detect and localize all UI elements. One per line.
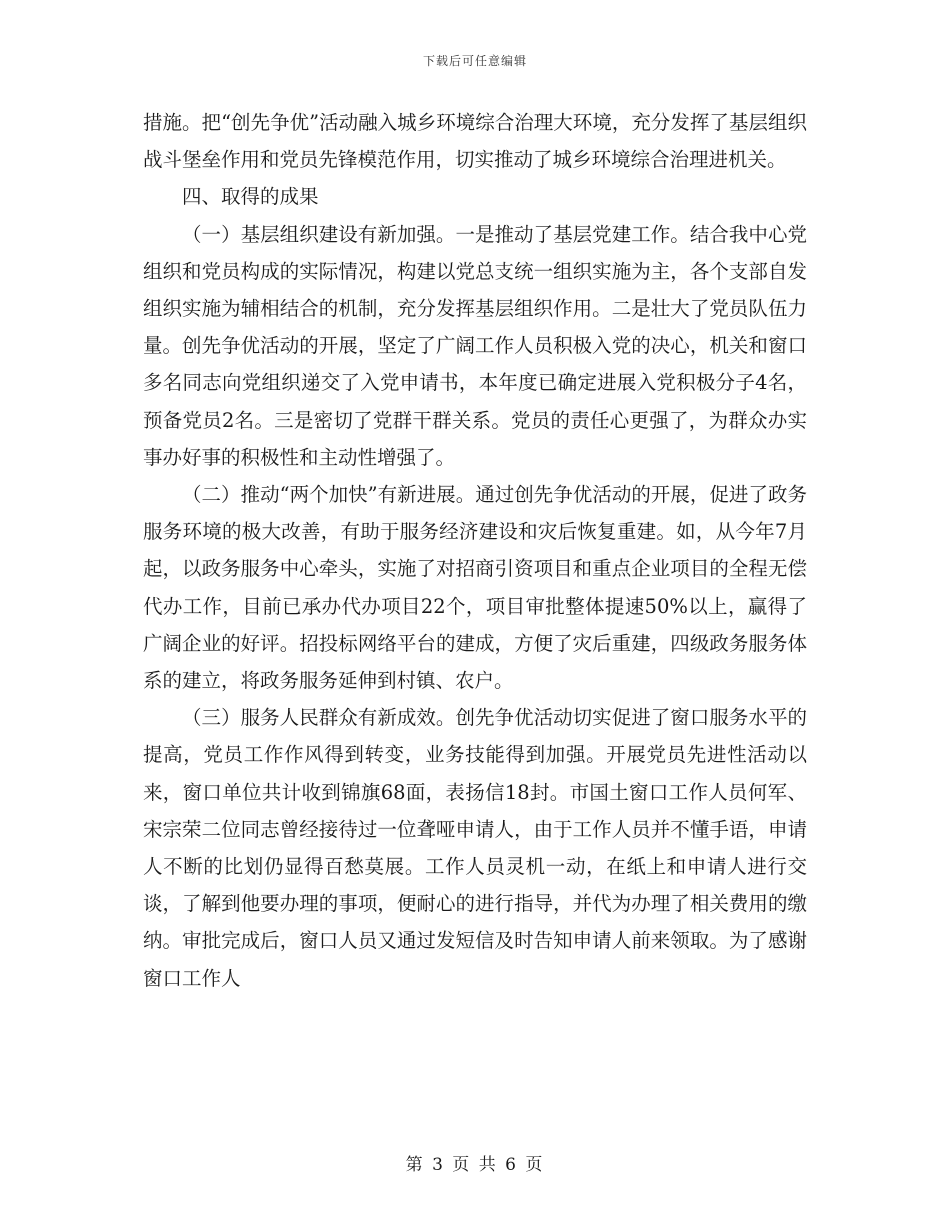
section-heading: 四、取得的成果	[182, 185, 319, 209]
header-text: 下载后可任意编辑	[422, 54, 527, 68]
page-footer	[0, 1150, 950, 1175]
paragraph: （三）服务人民群众有新成效。创先争优活动切实促进了窗口服务水平的提高，党员工作作风得到转变，业务技能得到加强。开展党员先进性活动以来，窗口单位共计收到锦旗68面，表扬信18封。市国土窗口工作人员何军、宋宗荣二位同志曾经接待过一位聋哑申请人，由于工作人员并不懂手语，申请人不断的比划仍显得百愁莫展。工作人员灵机一动，在纸上和申请人进行交谈，了解到他要办理的事项，便耐心的进行指导，并代为办理了相关费用的缴纳。审批完成后，窗口人员又通过发短信及时告知申请人前来领取。为了感谢窗口工作人	[143, 706, 807, 990]
paragraph: 措施。把“创先争优”活动融入城乡环境综合治理大环境，充分发挥了基层组织战斗堡垒作用和党员先锋模范作用，切实推动了城乡环境综合治理进机关。	[143, 111, 807, 172]
footer-total-label: 页	[525, 1155, 545, 1175]
footer-page-label: 页	[452, 1155, 472, 1175]
footer-total-prefix: 共	[478, 1155, 498, 1175]
paragraph: （一）基层组织建设有新加强。一是推动了基层党建工作。结合我中心党组织和党员构成的实际情况，构建以党总支统一组织实施为主，各个支部自发组织实施为辅相结合的机制，充分发挥基层组织作用。二是壮大了党员队伍力量。创先争优活动的开展，坚定了广阔工作人员积极入党的决心，机关和窗口多名同志向党组织递交了入党申请书，本年度已确定进展入党积极分子4名，预备党员2名。三是密切了党群干群关系。党员的责任心更强了，为群众办实事办好事的积极性和主动性增强了。	[143, 222, 807, 469]
document-body	[143, 104, 807, 997]
page-header	[0, 52, 950, 69]
paragraph: （二）推动“两个加快”有新进展。通过创先争优活动的开展，促进了政务服务环境的极大改善，有助于服务经济建设和灾后恢复重建。如，从今年7月起，以政务服务中心牵头，实施了对招商引资项目和重点企业项目的全程无偿代办工作，目前已承办代办项目22个，项目审批整体提速50%以上，赢得了广阔企业的好评。招投标网络平台的建成，方便了灾后重建，四级政务服务体系的建立，将政务服务延伸到村镇、农户。	[143, 483, 807, 693]
total-pages-number: 6	[505, 1155, 518, 1175]
current-page-number: 3	[432, 1155, 445, 1175]
footer-prefix: 第	[405, 1155, 425, 1175]
